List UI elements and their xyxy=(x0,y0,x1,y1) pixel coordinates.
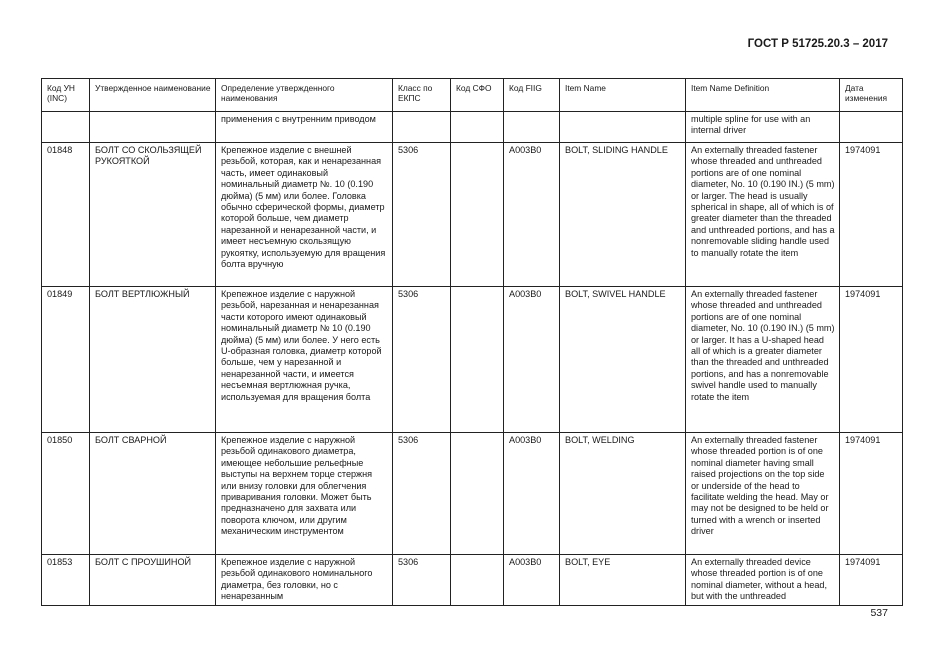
cell-def-en: An externally threaded device whose threaded portion is of one nominal diameter, without a head, but with the unthreaded xyxy=(686,555,840,606)
cell-sfo xyxy=(451,433,504,555)
col-header-inc: Код УН (INC) xyxy=(42,79,90,112)
col-header-name-en: Item Name xyxy=(560,79,686,112)
cell-def-ru: Крепежное изделие с наружной резьбой одинакового номинального диаметра, без головки, но с ненарезанным xyxy=(216,555,393,606)
cell-name-en: BOLT, SWIVEL HANDLE xyxy=(560,287,686,433)
table-row xyxy=(42,287,903,433)
table-row xyxy=(42,433,903,555)
cell-sfo xyxy=(451,143,504,287)
cell-fiig: A003B0 xyxy=(504,433,560,555)
col-header-date: Дата изменения xyxy=(840,79,903,112)
cell-name-en: BOLT, EYE xyxy=(560,555,686,606)
cell-def-ru: Крепежное изделие с наружной резьбой одинакового диаметра, имеющее небольшие рельефные выступы на верхнем торце стержня или внизу головки для облегчения приваривания головки. Может быть предназначено для захвата или поворота ключом, или другим механическим инструментом xyxy=(216,433,393,555)
col-header-def-ru: Определение утвержденного наименования xyxy=(216,79,393,112)
page-number: 537 xyxy=(870,607,888,619)
cell-inc: 01849 xyxy=(42,287,90,433)
cell-def-ru: Крепежное изделие с наружной резьбой, нарезанная и ненарезанная части которого имеют одинаковый номинальный диаметр № 10 (0.190 дюйма) (5 мм) или более. У него есть U-образная головка, диаметр которой больше, чем у нарезанной и ненарезанной части, и имеется несъемная вертлюжная ручка, используемая для вращения болта xyxy=(216,287,393,433)
cell-empty xyxy=(840,112,903,143)
cell-fiig: A003B0 xyxy=(504,287,560,433)
cell-fiig: A003B0 xyxy=(504,555,560,606)
cell-name-ru: БОЛТ С ПРОУШИНОЙ xyxy=(90,555,216,606)
cell-inc: 01848 xyxy=(42,143,90,287)
cell-class: 5306 xyxy=(393,433,451,555)
col-header-class: Класс по ЕКПС xyxy=(393,79,451,112)
table-row xyxy=(42,555,903,606)
col-header-name-ru: Утвержденное наименование xyxy=(90,79,216,112)
cell-fiig: A003B0 xyxy=(504,143,560,287)
cell-sfo xyxy=(451,287,504,433)
cell-date: 1974091 xyxy=(840,433,903,555)
table-row xyxy=(42,143,903,287)
cell-inc: 01853 xyxy=(42,555,90,606)
cell-def-en: An externally threaded fastener whose threaded portion is of one nominal diameter having small raised projections on the top side or underside of the head to facilitate welding the head. May or may not be designed to be held or turned with a wrench or inserted driver xyxy=(686,433,840,555)
cell-empty xyxy=(451,112,504,143)
cell-inc: 01850 xyxy=(42,433,90,555)
cell-name-ru: БОЛТ СВАРНОЙ xyxy=(90,433,216,555)
cell-class: 5306 xyxy=(393,287,451,433)
col-header-sfo: Код СФО xyxy=(451,79,504,112)
document-code: ГОСТ Р 51725.20.3 – 2017 xyxy=(747,38,888,50)
cell-class: 5306 xyxy=(393,143,451,287)
cell-empty xyxy=(504,112,560,143)
cell-name-ru: БОЛТ СО СКОЛЬЗЯЩЕЙ РУКОЯТКОЙ xyxy=(90,143,216,287)
cell-def-ru: Крепежное изделие с внешней резьбой, которая, как и ненарезанная часть, имеет одинаковый номинальный диаметр №. 10 (0.190 дюйма) (5 мм) или более. Головка обычно сферической формы, диаметр которой больше, чем диаметр нарезанной и ненарезанной части, и имеет несъемную скользящую рукоятку, используемую для вращения болта вручную xyxy=(216,143,393,287)
col-header-fiig: Код FIIG xyxy=(504,79,560,112)
cell-date: 1974091 xyxy=(840,287,903,433)
cell-empty xyxy=(560,112,686,143)
cell-def-en-continued: multiple spline for use with an internal driver xyxy=(686,112,840,143)
table-header-row xyxy=(42,79,903,112)
catalog-table xyxy=(41,78,903,606)
col-header-def-en: Item Name Definition xyxy=(686,79,840,112)
cell-name-en: BOLT, SLIDING HANDLE xyxy=(560,143,686,287)
cell-date: 1974091 xyxy=(840,143,903,287)
cell-def-ru-continued: применения с внутренним приводом xyxy=(216,112,393,143)
cell-def-en: An externally threaded fastener whose threaded and unthreaded portions are of one nominal diameter, No. 10 (0.190 IN.) (5 mm) or larger. The head is usually spherical in shape, all of which is of greater diameter than the threaded and unthreaded portions, and has a nonremovable sliding handle used to manually rotate the item xyxy=(686,143,840,287)
cell-def-en: An externally threaded fastener whose threaded and unthreaded portions are of one nominal diameter, No. 10 (0.190 IN.) (5 mm) or larger. It has a U-shaped head all of which is a greater diameter than the threaded and unthreaded portions, and has a nonremovable swivel handle used to manually rotate the item xyxy=(686,287,840,433)
cell-class: 5306 xyxy=(393,555,451,606)
cell-empty xyxy=(393,112,451,143)
cell-name-ru: БОЛТ ВЕРТЛЮЖНЫЙ xyxy=(90,287,216,433)
table-row-continuation xyxy=(42,112,903,143)
cell-empty xyxy=(90,112,216,143)
cell-empty xyxy=(42,112,90,143)
cell-date: 1974091 xyxy=(840,555,903,606)
cell-name-en: BOLT, WELDING xyxy=(560,433,686,555)
cell-sfo xyxy=(451,555,504,606)
